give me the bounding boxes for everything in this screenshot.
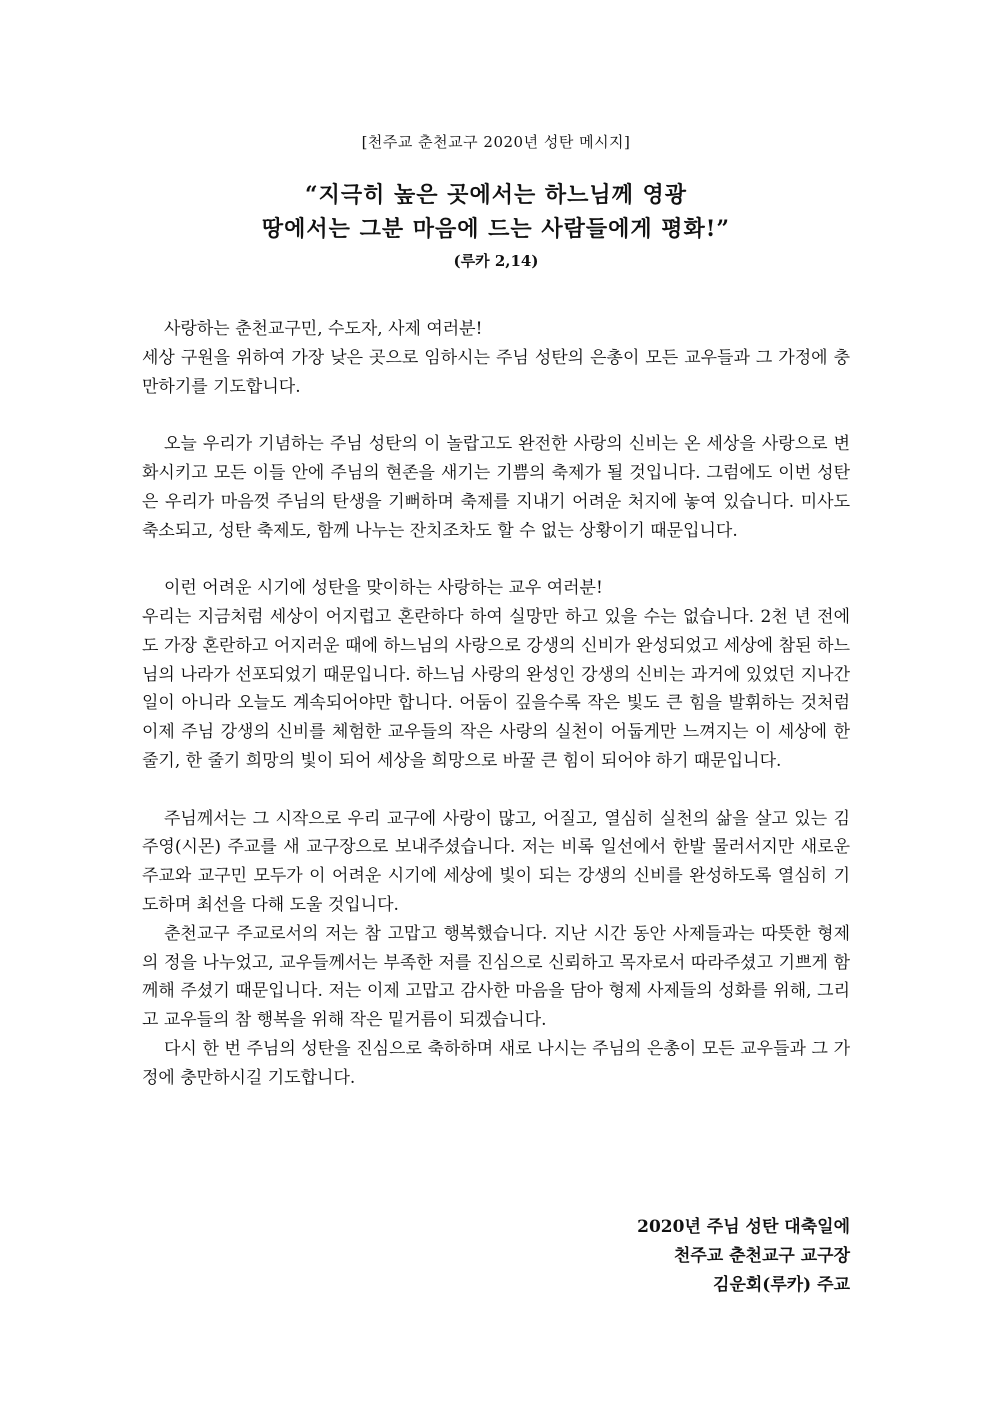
document-header: [천주교 춘천교구 2020년 성탄 메시지] — [361, 133, 631, 151]
paragraph-blessing: 세상 구원을 위하여 가장 낮은 곳으로 임하시는 주님 성탄의 은총이 모든 교우들과 그 가정에 충만하기를 기도합니다. — [142, 347, 850, 397]
signature-date: 2020년 주님 성탄 대축일에 — [637, 1217, 850, 1237]
paragraph-christmas-mystery: 오늘 우리가 기념하는 주님 성탄의 이 놀랍고도 완전한 사랑의 신비는 온 세상을 사랑으로 변화시키고 모든 이들 안에 주님의 현존을 새기는 기쁨의 축제가 될 것입니다. 그럼에도 이번 성탄은 우리가 마음껏 주님의 탄생을 기뻐하며 축제를 지내기 어려운 처지에 놓여 있습니다. 미사도 축소되고, 성탄 축제도, 함께 나누는 잔치조차도 할 수 없는 상황이기 때문입니다. — [142, 434, 850, 541]
paragraph-spacer — [142, 776, 850, 805]
signature-organization: 천주교 춘천교구 교구장 — [673, 1246, 850, 1266]
message-body — [142, 315, 850, 1093]
paragraph-gratitude: 춘천교구 주교로서의 저는 참 고맙고 행복했습니다. 지난 시간 동안 사제들과는 따뜻한 형제의 정을 나누었고, 교우들께서는 부족한 저를 진심으로 신뢰하고 목자로서 따라주셨고 기쁘게 함께해 주셨기 때문입니다. 저는 이제 고맙고 감사한 마음을 담아 형제 사제들의 성화를 위해, 그리고 교우들의 참 행복을 위해 작은 밑거름이 되겠습니다. — [142, 923, 850, 1031]
signature-name: 김운회(루카) 주교 — [713, 1275, 850, 1295]
title-block — [142, 178, 850, 274]
title-line-1: “지극히 높은 곳에서는 하느님께 영광 — [304, 182, 688, 208]
paragraph-new-bishop: 주님께서는 그 시작으로 우리 교구에 사랑이 많고, 어질고, 열심히 실천의 삶을 살고 있는 김주영(시몬) 주교를 새 교구장으로 보내주셨습니다. 저는 비록 일선에서 한발 물러서지만 새로운 주교와 교구민 모두가 이 어려운 시기에 세상에 빛이 되는 강생의 신비를 완성하도록 열심히 기도하며 최선을 다해 도울 것입니다. — [142, 808, 850, 915]
paragraph-greeting: 사랑하는 춘천교구민, 수도자, 사제 여러분! — [164, 319, 483, 339]
paragraph-hope: 우리는 지금처럼 세상이 어지럽고 혼란하다 하여 실망만 하고 있을 수는 없습니다. 2천 년 전에도 가장 혼란하고 어지러운 때에 하느님의 사랑으로 강생의 신비가 완성되었고 세상에 참된 하느님의 나라가 선포되었기 때문입니다. 하느님 사랑의 완성인 강생의 신비는 과거에 있었던 지나간 일이 아니라 오늘도 계속되어야만 합니다. 어둠이 깊을수록 작은 빛도 큰 힘을 발휘하는 것처럼 이제 주님 강생의 신비를 체험한 교우들의 작은 사랑의 실천이 어둡게만 느껴지는 이 세상에 한 줄기, 한 줄기 희망의 빛이 되어 세상을 희망으로 바꿀 큰 힘이 되어야 하기 때문입니다. — [142, 606, 850, 771]
paragraph-closing: 다시 한 번 주님의 성탄을 진심으로 축하하며 새로 나시는 주님의 은총이 모든 교우들과 그 가정에 충만하시길 기도합니다. — [142, 1038, 850, 1088]
paragraph-address-faithful: 이런 어려운 시기에 성탄을 맞이하는 사랑하는 교우 여러분! — [164, 578, 603, 599]
signature-block — [637, 1213, 850, 1300]
title-line-2: 땅에서는 그분 마음에 드는 사람들에게 평화!” — [261, 216, 731, 242]
paragraph-spacer — [142, 401, 850, 430]
paragraph-spacer — [142, 545, 850, 574]
scripture-reference: (루카 2,14) — [453, 252, 539, 270]
